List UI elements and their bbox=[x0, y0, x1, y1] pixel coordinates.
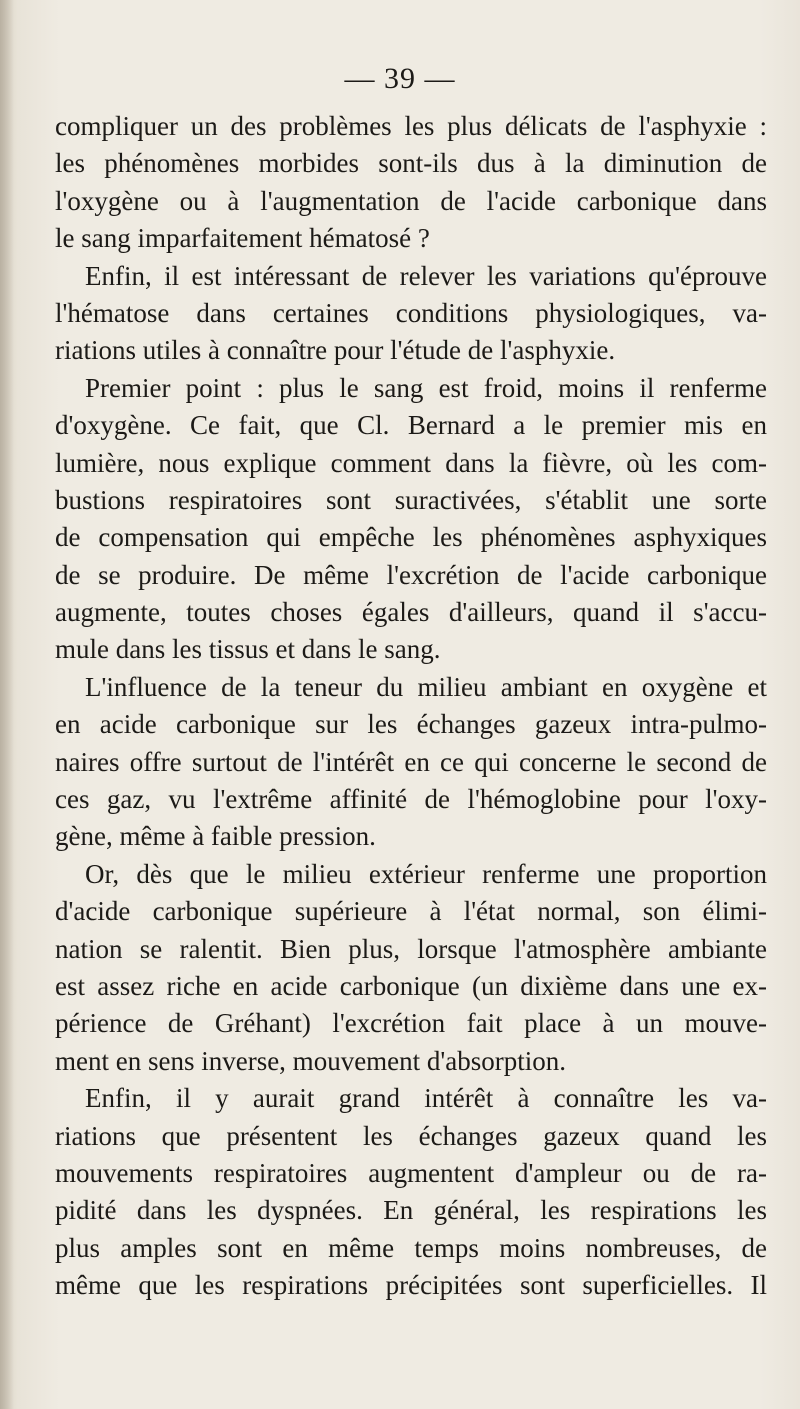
text-line: d'oxygène. Ce fait, que Cl. Bernard a le premier mis en bbox=[55, 410, 767, 441]
text-line: ces gaz, vu l'extrême affinité de l'hémoglobine pour l'oxy- bbox=[55, 784, 767, 815]
text-line: l'oxygène ou à l'augmentation de l'acide carbonique dans bbox=[55, 185, 767, 216]
text-line: nation se ralentit. Bien plus, lorsque l'atmosphère ambiante bbox=[55, 933, 767, 964]
text-line: augmente, toutes choses égales d'ailleurs, quand il s'accu- bbox=[55, 597, 767, 628]
text-line: gène, même à faible pression. bbox=[55, 821, 376, 852]
text-line: le sang imparfaitement hématosé ? bbox=[55, 223, 430, 254]
text-line: d'acide carbonique supérieure à l'état normal, son élimi- bbox=[55, 896, 767, 927]
text-line: périence de Gréhant) l'excrétion fait place à un mouve- bbox=[55, 1008, 767, 1039]
text-line: de se produire. De même l'excrétion de l'acide carbonique bbox=[55, 559, 767, 590]
text-line: en acide carbonique sur les échanges gazeux intra-pulmo- bbox=[55, 709, 767, 740]
text-line: naires offre surtout de l'intérêt en ce qui concerne le second de bbox=[55, 746, 767, 777]
text-line: lumière, nous explique comment dans la fièvre, où les com- bbox=[55, 447, 767, 478]
text-line: est assez riche en acide carbonique (un dixième dans une ex- bbox=[55, 970, 767, 1001]
text-line: les phénomènes morbides sont-ils dus à la diminution de bbox=[55, 148, 767, 179]
text-line: Premier point : plus le sang est froid, moins il renferme bbox=[85, 372, 767, 403]
text-line: Or, dès que le milieu extérieur renferme une proportion bbox=[85, 858, 767, 889]
text-line: Enfin, il y aurait grand intérêt à connaître les va- bbox=[85, 1083, 767, 1114]
text-line: mule dans les tissus et dans le sang. bbox=[55, 634, 441, 665]
text-line: L'influence de la teneur du milieu ambiant en oxygène et bbox=[85, 671, 767, 702]
text-line: l'hématose dans certaines conditions physiologiques, va- bbox=[55, 297, 767, 328]
text-line: Enfin, il est intéressant de relever les variations qu'éprouve bbox=[85, 260, 767, 291]
text-line: compliquer un des problèmes les plus délicats de l'asphyxie : bbox=[55, 111, 767, 141]
text-line: bustions respiratoires sont suractivées, s'établit une sorte bbox=[55, 484, 767, 515]
body-text bbox=[55, 108, 767, 1305]
page-number: — 39 — bbox=[344, 62, 456, 95]
text-line: plus amples sont en même temps moins nombreuses, de bbox=[55, 1232, 767, 1263]
text-line: mouvements respiratoires augmentent d'ampleur ou de ra- bbox=[55, 1157, 767, 1188]
page-gutter-shadow bbox=[0, 0, 14, 1409]
text-line: riations que présentent les échanges gazeux quand les bbox=[55, 1120, 767, 1151]
text-line: même que les respirations précipitées sont superficielles. Il bbox=[55, 1270, 767, 1301]
text-line: riations utiles à connaître pour l'étude de l'asphyxie. bbox=[55, 335, 616, 366]
text-line: pidité dans les dyspnées. En général, les respirations les bbox=[55, 1195, 767, 1226]
text-line: ment en sens inverse, mouvement d'absorption. bbox=[55, 1045, 567, 1076]
text-line: de compensation qui empêche les phénomènes asphyxiques bbox=[55, 522, 767, 553]
